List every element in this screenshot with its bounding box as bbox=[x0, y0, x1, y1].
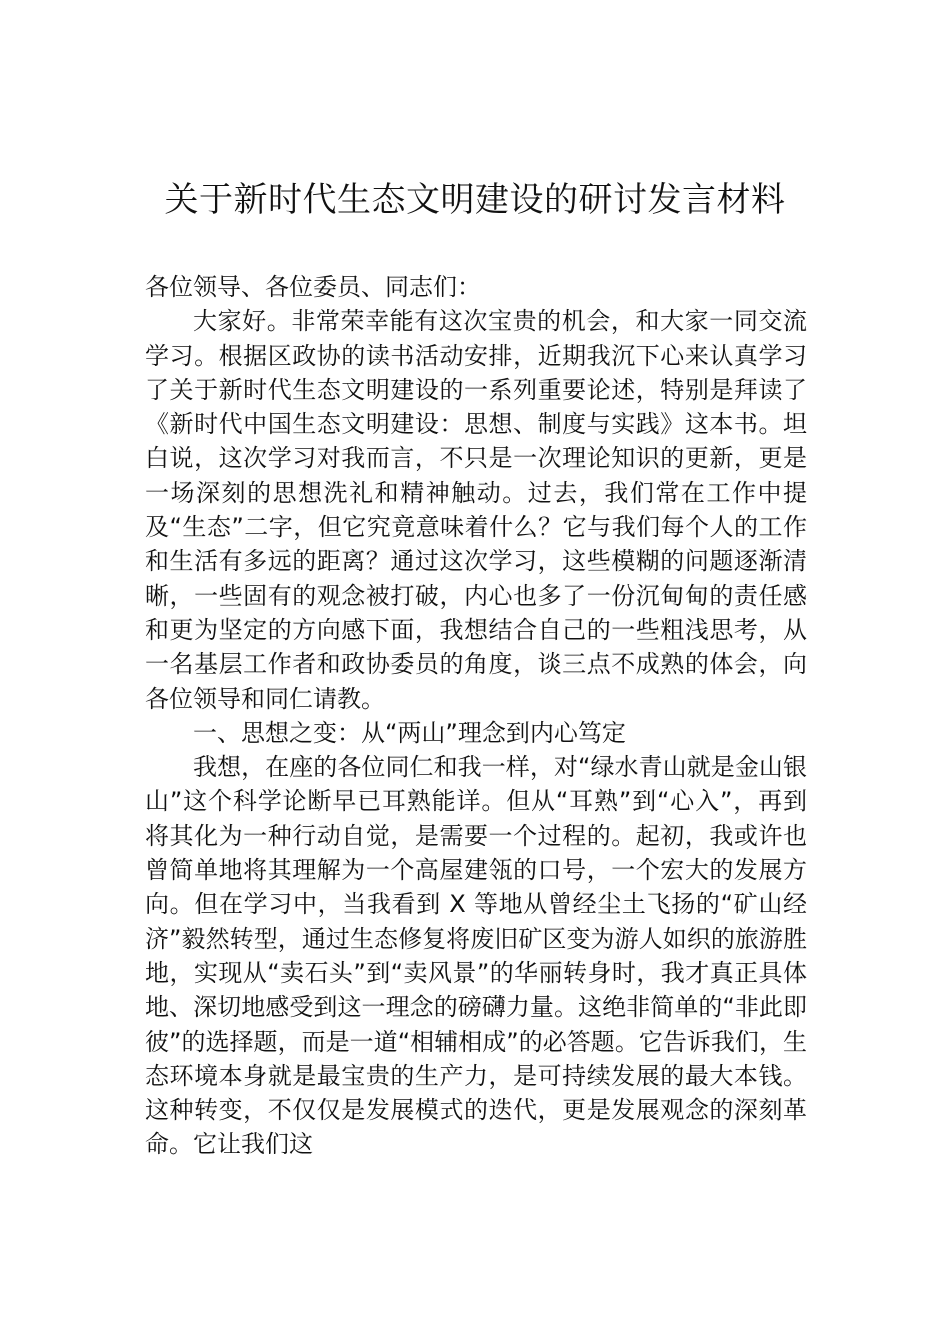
document-title: 关于新时代生态文明建设的研讨发言材料 bbox=[164, 180, 786, 220]
document-body bbox=[145, 270, 807, 1162]
section-heading-1: 一、思想之变：从“两山”理念到内心笃定 bbox=[193, 718, 626, 747]
salutation: 各位领导、各位委员、同志们： bbox=[145, 273, 481, 301]
paragraph-section-1: 我想，在座的各位同仁和我一样，对“绿水青山就是金山银山”这个科学论断早已耳熟能详。但从“耳熟”到“心入”，再到将其化为一种行动自觉，是需要一个过程的。起初，我或许也曾简单地将其理解为一个高屋建瓴的口号，一个宏大的发展方向。但在学习中，当我看到 X 等地从曾经尘土飞扬的“矿山经济”毅然转型，通过生态修复将废旧矿区变为游人如织的旅游胜地，实现从“卖石头”到“卖风景”的华丽转身时，我才真正具体地、深切地感受到这一理念的磅礴力量。这绝非简单的“非此即彼”的选择题，而是一道“相辅相成”的必答题。它告诉我们，生态环境本身就是最宝贵的生产力，是可持续发展的最大本钱。这种转变，不仅仅是发展模式的迭代，更是发展观念的深刻革命。它让我们这 bbox=[145, 753, 807, 1159]
paragraph-intro: 大家好。非常荣幸能有这次宝贵的机会，和大家一同交流学习。根据区政协的读书活动安排，近期我沉下心来认真学习了关于新时代生态文明建设的一系列重要论述，特别是拜读了《新时代中国生态文明建设：思想、制度与实践》这本书。坦白说，这次学习对我而言，不只是一次理论知识的更新，更是一场深刻的思想洗礼和精神触动。过去，我们常在工作中提及“生态”二字，但它究竟意味着什么？它与我们每个人的工作和生活有多远的距离？通过这次学习，这些模糊的问题逐渐清晰，一些固有的观念被打破，内心也多了一份沉甸甸的责任感和更为坚定的方向感下面，我想结合自己的一些粗浅思考，从一名基层工作者和政协委员的角度，谈三点不成熟的体会，向各位领导和同仁请教。 bbox=[145, 307, 807, 713]
